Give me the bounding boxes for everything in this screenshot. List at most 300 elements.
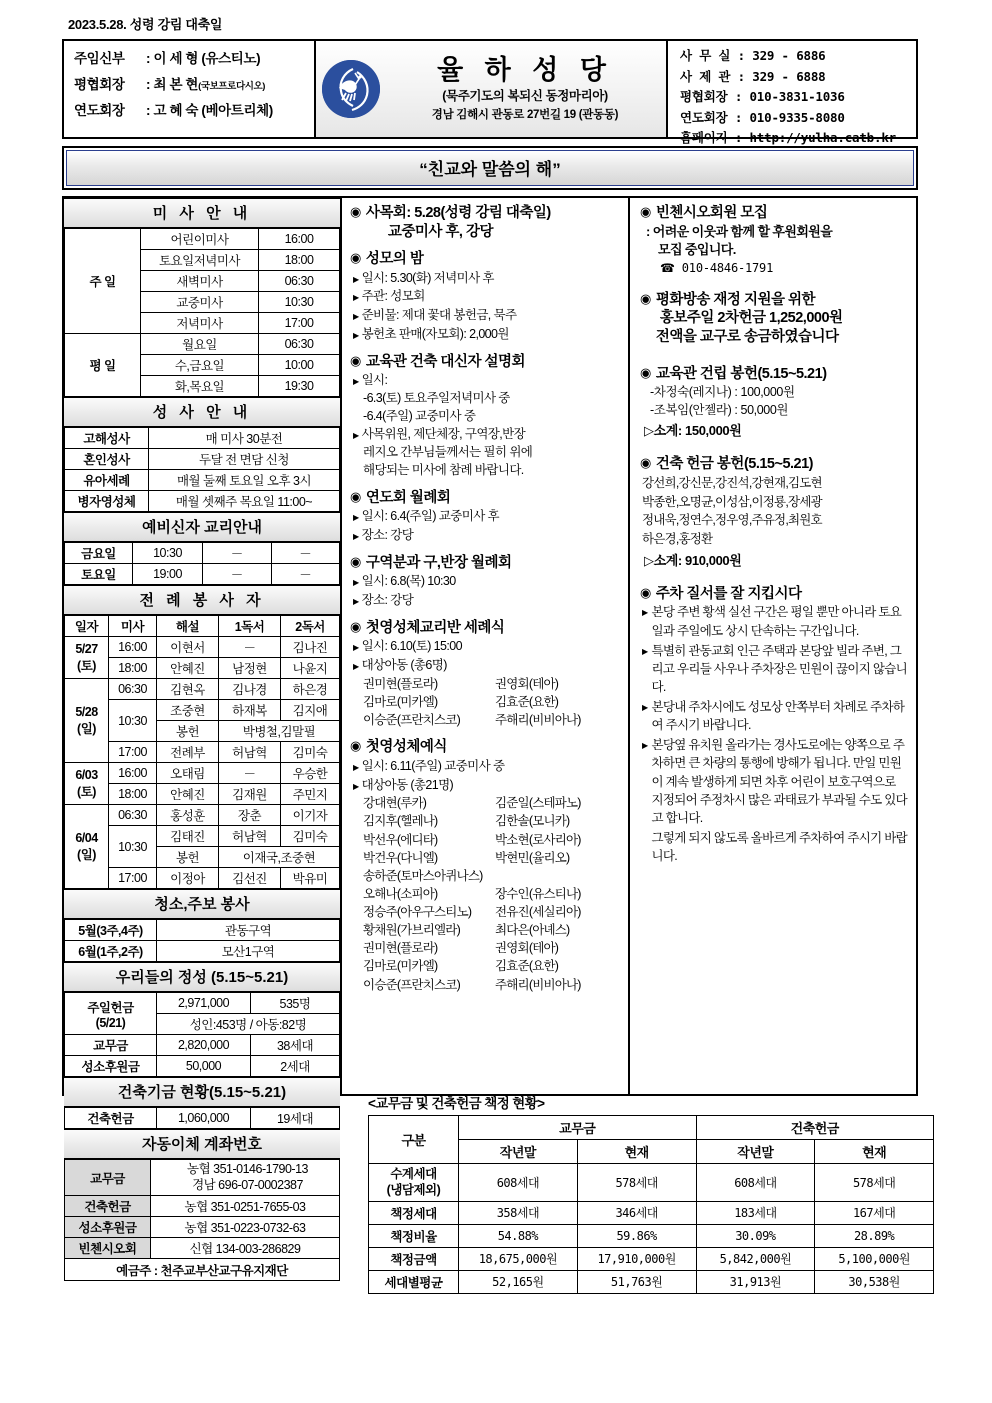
mass-time: 19:30 xyxy=(259,376,340,397)
minister-c2: 남정현 xyxy=(219,658,281,679)
account-number-line2: 경남 696-07-0002387 xyxy=(192,1177,303,1192)
table-row xyxy=(65,334,340,355)
building-fund-title: 건축기금 현황(5.15~5.21) xyxy=(64,1077,340,1107)
mass-name: 화,목요일 xyxy=(141,376,259,397)
heading-line2: 교중미사 후, 강당 xyxy=(387,223,493,240)
cell-value: 52,165원 xyxy=(459,1270,578,1293)
child-name: 김효준(요한) xyxy=(495,959,559,974)
cell-value: 31,913원 xyxy=(696,1270,815,1293)
ministers-title: 전 례 봉 사 자 xyxy=(64,585,340,615)
notice-first-communion-rite xyxy=(350,738,620,993)
heading-line1: 평화방송 재정 지원을 위한 xyxy=(655,291,816,308)
detail-text: 장소: 강당 xyxy=(361,527,414,542)
col-group-gyomugeum: 교무금 xyxy=(459,1116,697,1140)
detail-text: 장소: 강당 xyxy=(361,593,414,608)
catechumen-time: 19:00 xyxy=(133,564,203,585)
child-name: 권영회(테아) xyxy=(495,676,559,691)
detail-text: 일시: xyxy=(361,373,388,388)
mass-time: 06:30 xyxy=(259,334,340,355)
child-name: 박현민(율리오) xyxy=(495,850,570,865)
notice-pbc-support xyxy=(640,291,908,347)
notice-edu-hall-donation xyxy=(640,365,908,440)
table-row xyxy=(65,1259,340,1281)
child-name: 장수인(유스티나) xyxy=(495,886,581,901)
minister-c2: － xyxy=(219,763,281,784)
row-label: 세대별평균 xyxy=(369,1270,459,1293)
mass-name: 어린이미사 xyxy=(141,229,259,250)
heading-line3: 전액을 교구로 송금하였습니다 xyxy=(655,329,839,346)
table-row xyxy=(65,491,340,512)
notice-detail xyxy=(350,592,620,610)
notice-detail xyxy=(350,372,620,390)
account-label: 성소후원금 xyxy=(65,1217,151,1238)
list-item xyxy=(363,831,620,849)
list-item xyxy=(363,711,620,729)
minister-time: 17:00 xyxy=(109,868,157,889)
child-name: 권미현(플로라) xyxy=(363,676,438,691)
cell-value: 608세대 xyxy=(459,1164,578,1202)
table-row xyxy=(65,763,340,784)
date-dow: (토) xyxy=(77,784,96,799)
donor-line: -차정숙(레지나) : 100,000원 xyxy=(650,385,795,400)
date-value: 6/03 xyxy=(75,767,98,782)
triangle-bullet-icon: ▶ xyxy=(353,762,359,772)
bullet-icon: ◉ xyxy=(640,290,651,306)
sacrament-name: 병자영성체 xyxy=(65,491,149,512)
parking-paragraph xyxy=(640,698,908,734)
notice-heading-text: 구역분과 구,반장 월례회 xyxy=(365,554,512,571)
triangle-bullet-icon: ▶ xyxy=(353,781,359,791)
bullet-icon: ◉ xyxy=(350,553,361,569)
bullet-icon: ◉ xyxy=(640,204,651,219)
cell-value: 59.86% xyxy=(577,1224,696,1247)
notice-heading-text xyxy=(656,291,908,347)
list-item xyxy=(363,885,620,903)
date-value: 5/27 xyxy=(75,641,98,656)
catechumen-day: 금요일 xyxy=(65,543,133,564)
minister-c1: 오태림 xyxy=(157,763,219,784)
row-label-line2: (냉담제외) xyxy=(386,1183,441,1198)
triangle-bullet-icon: ▶ xyxy=(353,274,359,284)
offering-count: 38세대 xyxy=(251,1035,340,1056)
contact-council-head: 평협회장 : 010-3831-1036 xyxy=(680,89,845,104)
label-sub: (5/21) xyxy=(95,1015,126,1030)
notice-detail-line: -6.3(토) 토요주일저녁미사 중 xyxy=(363,390,510,405)
list-item xyxy=(363,903,620,921)
account-number: 농협 351-0223-0732-63 xyxy=(151,1217,340,1238)
mass-name: 수,금요일 xyxy=(141,355,259,376)
minister-time: 16:00 xyxy=(109,763,157,784)
minister-c3: 김나진 xyxy=(281,637,340,658)
catechumen-day: 토요일 xyxy=(65,564,133,585)
cleaning-table xyxy=(64,919,340,962)
minister-c3: 우승한 xyxy=(281,763,340,784)
table-row xyxy=(65,637,340,658)
account-label: 건축헌금 xyxy=(65,1196,151,1217)
col-last-year-2: 작년말 xyxy=(696,1140,815,1164)
minister-c2: 허남혁 xyxy=(219,742,281,763)
notice-parking-order xyxy=(640,585,908,865)
offering-sunday-count: 535명 xyxy=(251,993,340,1014)
officer-label: 연도회장 xyxy=(74,103,125,118)
table-row xyxy=(65,229,340,250)
minister-c2: 하재복 xyxy=(219,700,281,721)
mass-guide-title: 미 사 안 내 xyxy=(64,198,340,228)
table-row xyxy=(65,470,340,491)
paragraph-text: 그렇게 되지 않도록 올바르게 주차하여 주시기 바랍니다. xyxy=(651,830,907,864)
sacrament-detail: 매월 둘째 토요일 오후 3시 xyxy=(149,470,340,491)
mass-time: 16:00 xyxy=(259,229,340,250)
notice-heading xyxy=(350,489,620,508)
detail-text: 일시: 6.8(목) 10:30 xyxy=(361,574,456,589)
detail-text: 일시: 6.4(주일) 교중미사 후 xyxy=(361,509,500,524)
cell-value: 51,763원 xyxy=(577,1270,696,1293)
cleaning-district: 모산1구역 xyxy=(157,941,340,962)
cell-value: 18,675,000원 xyxy=(459,1247,578,1270)
minister-date xyxy=(65,637,109,679)
donor-line: 하은경,홍정환 xyxy=(642,532,713,547)
child-name: 박소현(로사리아) xyxy=(495,832,581,847)
triangle-bullet-icon: ▶ xyxy=(642,703,648,713)
notice-detail-line: 모집 중입니다. xyxy=(658,241,736,257)
officer-label: 평협회장 xyxy=(74,77,125,92)
minister-time: 10:30 xyxy=(109,826,157,868)
children-name-list xyxy=(350,675,620,729)
account-number: 농협 351-0251-7655-03 xyxy=(151,1196,340,1217)
notice-heading xyxy=(640,585,908,604)
church-title-block xyxy=(384,56,666,121)
minister-date xyxy=(65,679,109,763)
mass-name: 토요일저녁미사 xyxy=(141,250,259,271)
sacrament-detail: 매 미사 30분전 xyxy=(149,428,340,449)
minister-c2: 장춘 xyxy=(219,805,281,826)
notice-heading xyxy=(640,365,908,384)
notice-detail xyxy=(350,288,620,306)
assessment-status-section xyxy=(368,1092,934,1294)
minister-c3: 하은경 xyxy=(281,679,340,700)
triangle-bullet-icon: ▶ xyxy=(353,662,359,672)
notice-detail xyxy=(350,426,620,444)
minister-c2: － xyxy=(219,637,281,658)
triangle-bullet-icon: ▶ xyxy=(353,330,359,340)
notice-heading xyxy=(350,250,620,269)
notice-education-hall-briefing xyxy=(350,353,620,480)
date-value: 5/28 xyxy=(75,704,98,719)
sacrament-name: 유아세례 xyxy=(65,470,149,491)
minister-c3: 박유미 xyxy=(281,868,340,889)
mass-time: 17:00 xyxy=(259,313,340,334)
notice-detail xyxy=(350,326,620,344)
offerings-title: 우리들의 정성 (5.15~5.21) xyxy=(64,962,340,992)
cell-value: 608세대 xyxy=(696,1164,815,1202)
detail-text: 일시: 6.11(주일) 교중미사 중 xyxy=(361,758,505,773)
mass-group-sunday: 주 일 xyxy=(65,229,141,334)
date-dow: (일) xyxy=(77,721,96,736)
cell-value: 5,842,000원 xyxy=(696,1247,815,1270)
cleaning-period: 5월(3주,4주) xyxy=(65,920,157,941)
bullet-icon: ◉ xyxy=(350,250,361,266)
notice-heading-text: 연도회 월례회 xyxy=(365,489,451,506)
minister-time: 16:00 xyxy=(109,637,157,658)
notice-detail xyxy=(350,508,620,526)
notice-detail-line: : 어려운 이웃과 함께 할 후원회원을 xyxy=(646,223,833,239)
mass-name: 저녁미사 xyxy=(141,313,259,334)
mass-time: 10:00 xyxy=(259,355,340,376)
ministers-table xyxy=(64,615,340,889)
building-fund-label: 건축헌금 xyxy=(65,1108,157,1129)
account-number-line1: 농협 351-0146-1790-13 xyxy=(187,1162,308,1176)
church-patron: (묵주기도의 복되신 동정마리아) xyxy=(442,88,608,103)
table-row xyxy=(369,1164,934,1202)
cell-value: 17,910,000원 xyxy=(577,1247,696,1270)
child-name: 김지후(헬레나) xyxy=(363,814,438,829)
detail-text: 일시: 6.10(토) 15:00 xyxy=(361,639,462,654)
notice-detail-line: -6.4(주일) 교중미사 중 xyxy=(363,408,476,423)
officer-colon: : xyxy=(146,103,154,118)
minister-date xyxy=(65,763,109,805)
mass-name: 교중미사 xyxy=(141,292,259,313)
cell-value: 578세대 xyxy=(815,1164,934,1202)
table-row xyxy=(65,920,340,941)
cell-value: 167세대 xyxy=(815,1201,934,1224)
table-row xyxy=(65,428,340,449)
child-name: 정승주(아우구스티노) xyxy=(363,905,472,919)
contact-rectory: 사 제 관 : 329 - 6888 xyxy=(680,68,826,84)
detail-text: 준비물: 제대 꽃대 봉헌금, 묵주 xyxy=(361,308,517,323)
triangle-bullet-icon: ▶ xyxy=(353,597,359,607)
child-name: 김마로(미카엘) xyxy=(363,694,438,709)
catechumen-extra-a: － xyxy=(203,543,272,564)
officer-row xyxy=(74,47,314,67)
notice-detail-line: 해당되는 미사에 참례 바랍니다. xyxy=(363,462,524,477)
bullet-icon: ◉ xyxy=(350,204,361,219)
parking-paragraph xyxy=(640,603,908,639)
catechumen-extra-a: － xyxy=(203,564,272,585)
middle-column xyxy=(342,198,630,1094)
row-label: 책정세대 xyxy=(369,1201,459,1224)
child-name: 최다은(아녜스) xyxy=(495,923,570,938)
notice-yeondohoe-monthly xyxy=(350,489,620,545)
year-theme-text: “친교와 말씀의 해” xyxy=(66,150,914,186)
notice-detail xyxy=(350,573,620,591)
child-name: 송하준(토마스아퀴나스) xyxy=(363,868,483,883)
notice-district-monthly xyxy=(350,554,620,610)
triangle-bullet-icon: ▶ xyxy=(353,513,359,523)
heading-line1: 사목회: 5.28(성령 강림 대축일) xyxy=(365,205,551,221)
table-row xyxy=(65,993,340,1014)
col-category: 구분 xyxy=(369,1116,459,1164)
col-reading1: 1독서 xyxy=(219,616,281,637)
minister-offertory-names: 박병철,김말필 xyxy=(219,721,340,742)
notice-vincent-recruit xyxy=(640,204,908,275)
minister-time: 17:00 xyxy=(109,742,157,763)
dateline: 2023.5.28. 성령 강림 대축일 xyxy=(68,17,223,32)
catechumen-extra-b: － xyxy=(271,543,340,564)
child-name: 김효준(요한) xyxy=(495,694,559,709)
detail-text: 대상아동 (총6명) xyxy=(361,658,447,673)
church-logo-icon xyxy=(322,60,380,118)
table-row xyxy=(65,679,340,700)
table-row xyxy=(65,564,340,585)
child-name: 주해리(비비아나) xyxy=(495,713,581,728)
bullet-icon: ◉ xyxy=(350,352,361,368)
cell-value: 30,538원 xyxy=(815,1270,934,1293)
donor-line: 정내욱,정연수,정우영,주유정,최원호 xyxy=(642,513,822,528)
minister-time: 10:30 xyxy=(109,700,157,742)
masthead xyxy=(62,39,918,145)
officer-name: 최 본 현 xyxy=(153,77,199,92)
triangle-bullet-icon: ▶ xyxy=(353,431,359,441)
children-name-list xyxy=(350,794,620,993)
detail-text: 봉헌초 판매(자모회): 2,000원 xyxy=(361,326,509,341)
minister-offertory-names: 이재국,조중현 xyxy=(219,847,340,868)
sacrament-name: 혼인성사 xyxy=(65,449,149,470)
officer-label: 주임신부 xyxy=(74,51,125,66)
cell-value: 5,100,000원 xyxy=(815,1247,934,1270)
notice-marian-night xyxy=(350,250,620,344)
paragraph-text: 특별히 관동교회 인근 주택과 본당앞 빌라 주변, 그리고 우리들 사우나 주차장은 민원이 끊이지 않습니다. xyxy=(651,643,907,694)
officer-baptismal-name: (국보프로다시오) xyxy=(198,81,266,92)
row-label: 책정비율 xyxy=(369,1224,459,1247)
offering-sunday-label xyxy=(65,993,157,1035)
col-current-1: 현재 xyxy=(577,1140,696,1164)
label-main: 주일헌금 xyxy=(87,1000,134,1015)
bullet-icon: ◉ xyxy=(640,364,651,380)
table-row xyxy=(65,449,340,470)
minister-c3: 이기자 xyxy=(281,805,340,826)
cell-value: 30.09% xyxy=(696,1224,815,1247)
minister-c1: 이현서 xyxy=(157,637,219,658)
notice-heading xyxy=(640,455,908,474)
triangle-bullet-icon: ▶ xyxy=(353,531,359,541)
detail-text: 일시: 5.30(화) 저녁미사 후 xyxy=(361,270,494,285)
col-mass: 미사 xyxy=(109,616,157,637)
child-name: 전유진(세실리아) xyxy=(495,905,581,919)
notice-heading-text: 주차 질서를 잘 지킵시다 xyxy=(655,585,802,602)
paragraph-text: 본당내 주차시에도 성모상 안쪽부터 차례로 주차하여 주시기 바랍니다. xyxy=(651,700,905,733)
table-row xyxy=(369,1201,934,1224)
account-number xyxy=(151,1160,340,1196)
officer-name: 고 혜 숙 (베아트리체) xyxy=(153,103,273,118)
minister-c2: 김나경 xyxy=(219,679,281,700)
notice-heading-text: 교육관 건립 봉헌(5.15~5.21) xyxy=(655,365,827,382)
notice-heading xyxy=(350,619,620,638)
mass-time: 10:30 xyxy=(259,292,340,313)
notice-heading xyxy=(350,554,620,573)
minister-time: 06:30 xyxy=(109,679,157,700)
catechumen-extra-b: － xyxy=(271,564,340,585)
table-row xyxy=(65,1056,340,1077)
date-dow: (토) xyxy=(77,658,96,673)
triangle-bullet-icon: ▶ xyxy=(353,312,359,322)
minister-date xyxy=(65,805,109,889)
paragraph-text: 본당옆 유치원 올라가는 경사도로에는 양쪽으로 주차하면 큰 차량의 통행에 방해가 됩니다. 만일 민원이 계속 발생하게 되면 차후 어린이 보호구역으로 지정되어 주정차시 많은 과태료가 부과될 수도 있다고 합니다. xyxy=(651,738,907,825)
paragraph-text: 본당 주변 황색 실선 구간은 평일 뿐만 아니라 토요일과 주일에도 상시 단속하는 구간입니다. xyxy=(651,605,902,638)
contact-office: 사 무 실 : 329 - 6886 xyxy=(680,48,826,63)
bullet-icon: ◉ xyxy=(350,738,361,754)
row-label-line1: 수계세대 xyxy=(390,1167,437,1181)
minister-c3: 나윤지 xyxy=(281,658,340,679)
minister-c3: 김미숙 xyxy=(281,742,340,763)
minister-c1: 안혜진 xyxy=(157,784,219,805)
triangle-bullet-icon: ▶ xyxy=(353,293,359,303)
table-row xyxy=(65,1217,340,1238)
account-label: 빈첸시오회 xyxy=(65,1238,151,1259)
offering-label: 성소후원금 xyxy=(65,1056,157,1077)
notice-building-donation xyxy=(640,455,908,569)
catechumen-time: 10:30 xyxy=(133,543,203,564)
col-reading2: 2독서 xyxy=(281,616,340,637)
triangle-bullet-icon: ▶ xyxy=(642,608,648,618)
table-row xyxy=(65,543,340,564)
cleaning-period: 6월(1주,2주) xyxy=(65,941,157,962)
church-name: 율 하 성 당 xyxy=(437,55,613,86)
col-date: 일자 xyxy=(65,616,109,637)
triangle-bullet-icon: ▶ xyxy=(353,377,359,387)
triangle-bullet-icon: ▶ xyxy=(353,578,359,588)
notice-heading-text xyxy=(366,204,620,241)
notice-detail xyxy=(350,758,620,776)
vincent-phone xyxy=(640,261,908,275)
masthead-church-identity xyxy=(316,41,668,137)
left-column xyxy=(64,198,342,1278)
list-item xyxy=(363,921,620,939)
minister-c2: 김선진 xyxy=(219,868,281,889)
offering-sunday-detail: 성인:453명 / 아동:82명 xyxy=(157,1014,340,1035)
notice-heading xyxy=(640,291,908,347)
minister-time: 18:00 xyxy=(109,784,157,805)
offerings-table xyxy=(64,992,340,1077)
catechumen-title: 예비신자 교리안내 xyxy=(64,512,340,542)
cell-value: 358세대 xyxy=(459,1201,578,1224)
cleaning-title: 청소,주보 봉사 xyxy=(64,889,340,919)
notice-detail xyxy=(350,307,620,325)
minister-c1: 김태진 xyxy=(157,826,219,847)
table-row xyxy=(65,1160,340,1196)
child-name: 박선우(에디타) xyxy=(363,832,438,847)
notice-detail xyxy=(350,638,620,656)
notice-heading-text: 첫영성체예식 xyxy=(365,739,447,756)
minister-c1: 홍성훈 xyxy=(157,805,219,826)
child-name: 이승준(프란치스코) xyxy=(363,977,460,992)
accounts-title: 자동이체 계좌번호 xyxy=(64,1129,340,1159)
col-group-building: 건축헌금 xyxy=(696,1116,934,1140)
masthead-contacts xyxy=(668,41,916,145)
mass-guide-table xyxy=(64,228,340,397)
telephone-icon: ☎ xyxy=(660,260,675,275)
col-commentator: 해설 xyxy=(157,616,219,637)
table-row xyxy=(369,1270,934,1293)
notice-heading-text: 교육관 건축 대신자 설명회 xyxy=(365,353,526,370)
mass-time: 06:30 xyxy=(259,271,340,292)
offering-amount: 50,000 xyxy=(157,1056,251,1077)
mass-name: 월요일 xyxy=(141,334,259,355)
table-row xyxy=(65,805,340,826)
list-item xyxy=(363,849,620,867)
notice-heading-text: 빈첸시오회원 모집 xyxy=(655,205,768,221)
child-name: 주해리(비비아나) xyxy=(495,977,581,992)
sacrament-guide-title: 성 사 안 내 xyxy=(64,397,340,427)
right-column xyxy=(630,198,916,1094)
contact-homepage[interactable]: 홈페이지 : http://yulha.catb.kr xyxy=(680,130,896,145)
donor-line: 박종한,오명균,이성삼,이정룡,장세광 xyxy=(642,494,822,509)
sacrament-guide-table xyxy=(64,427,340,512)
child-name: 권영회(테아) xyxy=(495,941,559,956)
child-name: 권미현(플로라) xyxy=(363,941,438,956)
minister-c1: 안혜진 xyxy=(157,658,219,679)
phone-number: 010-4846-1791 xyxy=(681,260,774,275)
officer-row xyxy=(74,73,314,93)
